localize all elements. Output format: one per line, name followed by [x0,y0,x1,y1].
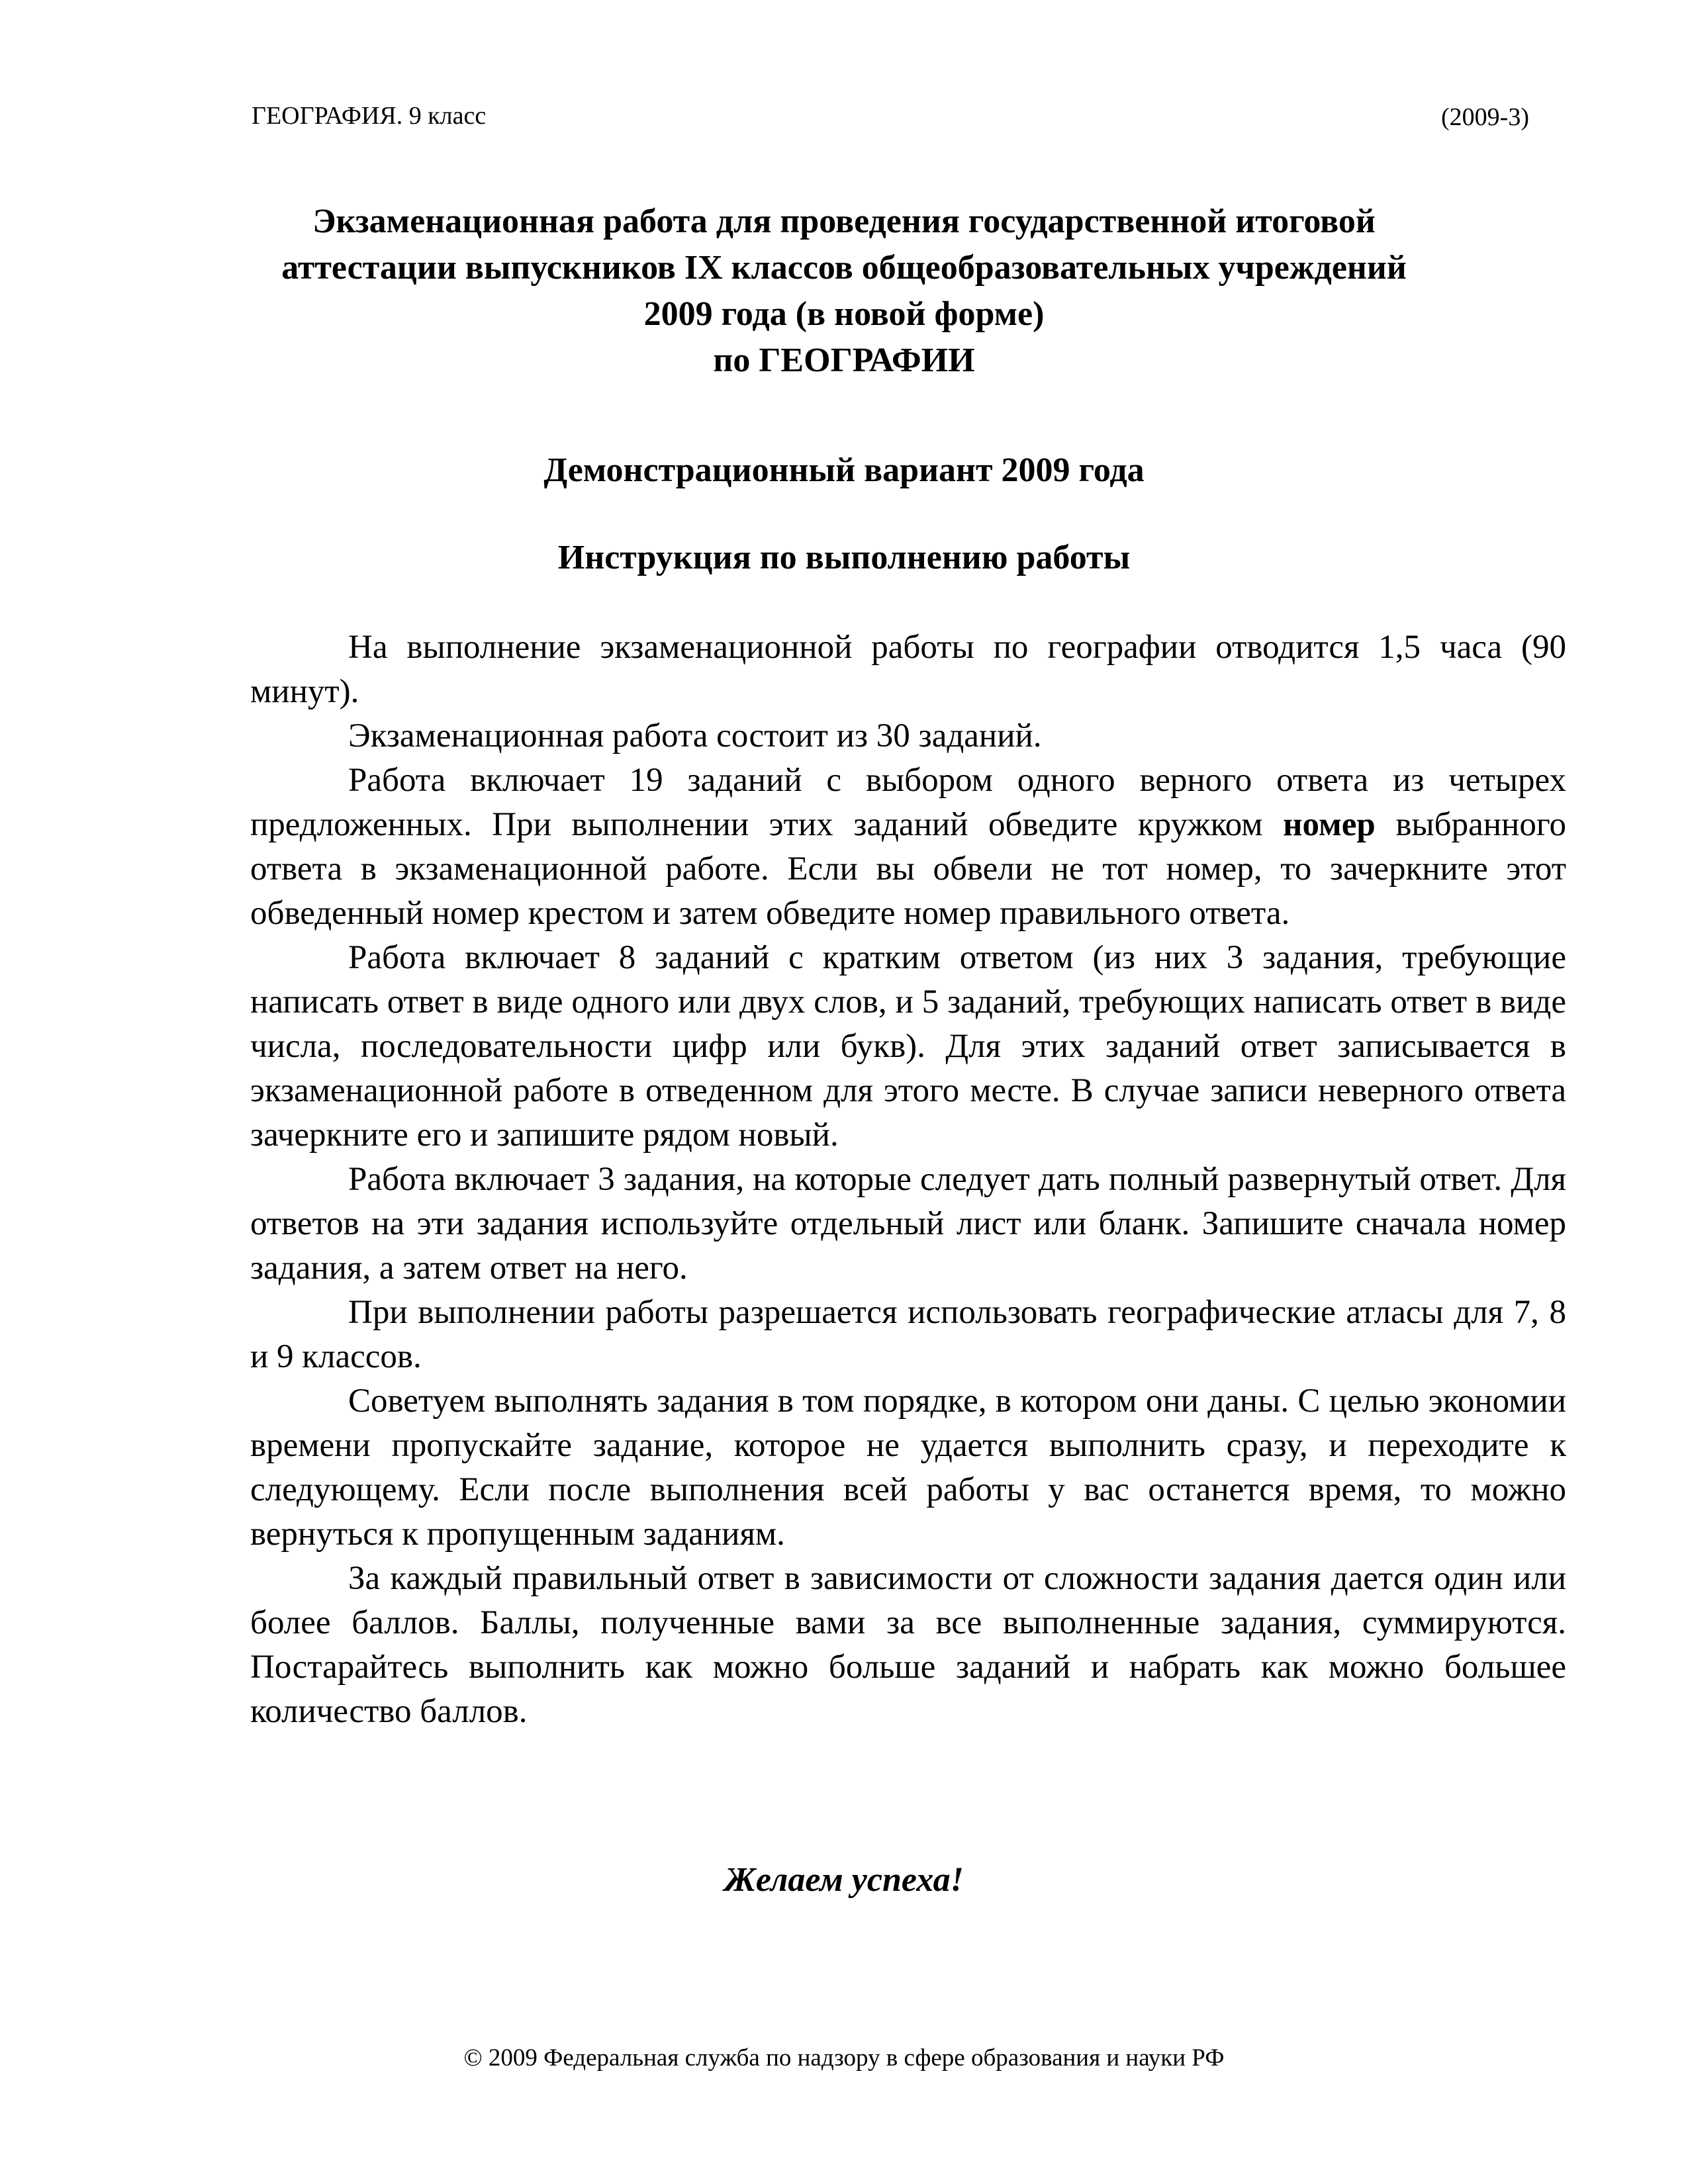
instruction-paragraph-7: Советуем выполнять задания в том порядке, в котором они даны. С целью экономии времени пропускайте задание, которое не удается выполнить сразу, и переходите к следующему. Если после выполнения всей работы у вас останется время, то можно вернуться к пропущенным заданиям. [250,1383,1566,1553]
title-line-4: по ГЕОГРАФИИ [713,341,975,379]
instruction-paragraph-6: При выполнении работы разрешается использовать географические атласы для 7, 8 и 9 классов. [250,1294,1566,1375]
instruction-paragraph-8: За каждый правильный ответ в зависимости от сложности задания дается один или более баллов. Баллы, полученные вами за все выполненные задания, суммируются. Постарайтесь выполнить как можно больше заданий и набрать как можно большее количество баллов. [250,1560,1566,1730]
demo-variant-subtitle: Демонстрационный вариант 2009 года [543,451,1145,489]
paragraph-3-start: Работа включает 19 заданий с выбором одного верного ответа из четырех предложенных. При выполнении этих заданий обведите кружком [250,762,1566,843]
instructions-heading: Инструкция по выполнению работы [557,539,1131,576]
instruction-paragraph-2: Экзаменационная работа состоит из 30 заданий. [348,717,1042,754]
title-line-1: Экзаменационная работа для проведения государственной итоговой [312,203,1376,240]
good-luck-wish: Желаем успеха! [724,1861,964,1899]
title-line-2: аттестации выпускников IX классов общеобразовательных учреждений [281,249,1407,287]
instructions-body [250,625,1566,1734]
page-title [199,199,1489,384]
paragraph-3-bold: номер [1283,806,1376,843]
paragraph-3-end: выбранного ответа в экзаменационной работе. Если вы обвели не тот номер, то зачеркните этот обведенный номер крестом и затем обведите номер правильного ответа. [250,806,1566,932]
instruction-paragraph-3 [250,758,1566,936]
header-code: (2009-3) [1441,103,1529,131]
instruction-paragraph-4: Работа включает 8 заданий с кратким ответом (из них 3 задания, требующие написать ответ в виде одного или двух слов, и 5 заданий, требующих написать ответ в виде числа, последовательности цифр или букв). Для этих заданий ответ записывается в экзаменационной работе в отведенном для этого месте. В случае записи неверного ответа зачеркните его и запишите рядом новый. [250,939,1566,1154]
title-line-3: 2009 года (в новой форме) [643,295,1045,333]
header-subject: ГЕОГРАФИЯ. 9 класс [252,102,487,130]
instruction-paragraph-5: Работа включает 3 задания, на которые следует дать полный развернутый ответ. Для ответов на эти задания используйте отдельный лист или бланк. Запишите сначала номер задания, а затем ответ на него. [250,1161,1566,1287]
copyright-footer: © 2009 Федеральная служба по надзору в сфере образования и науки РФ [463,2044,1225,2071]
instruction-paragraph-1: На выполнение экзаменационной работы по географии отводится 1,5 часа (90 минут). [250,629,1566,710]
